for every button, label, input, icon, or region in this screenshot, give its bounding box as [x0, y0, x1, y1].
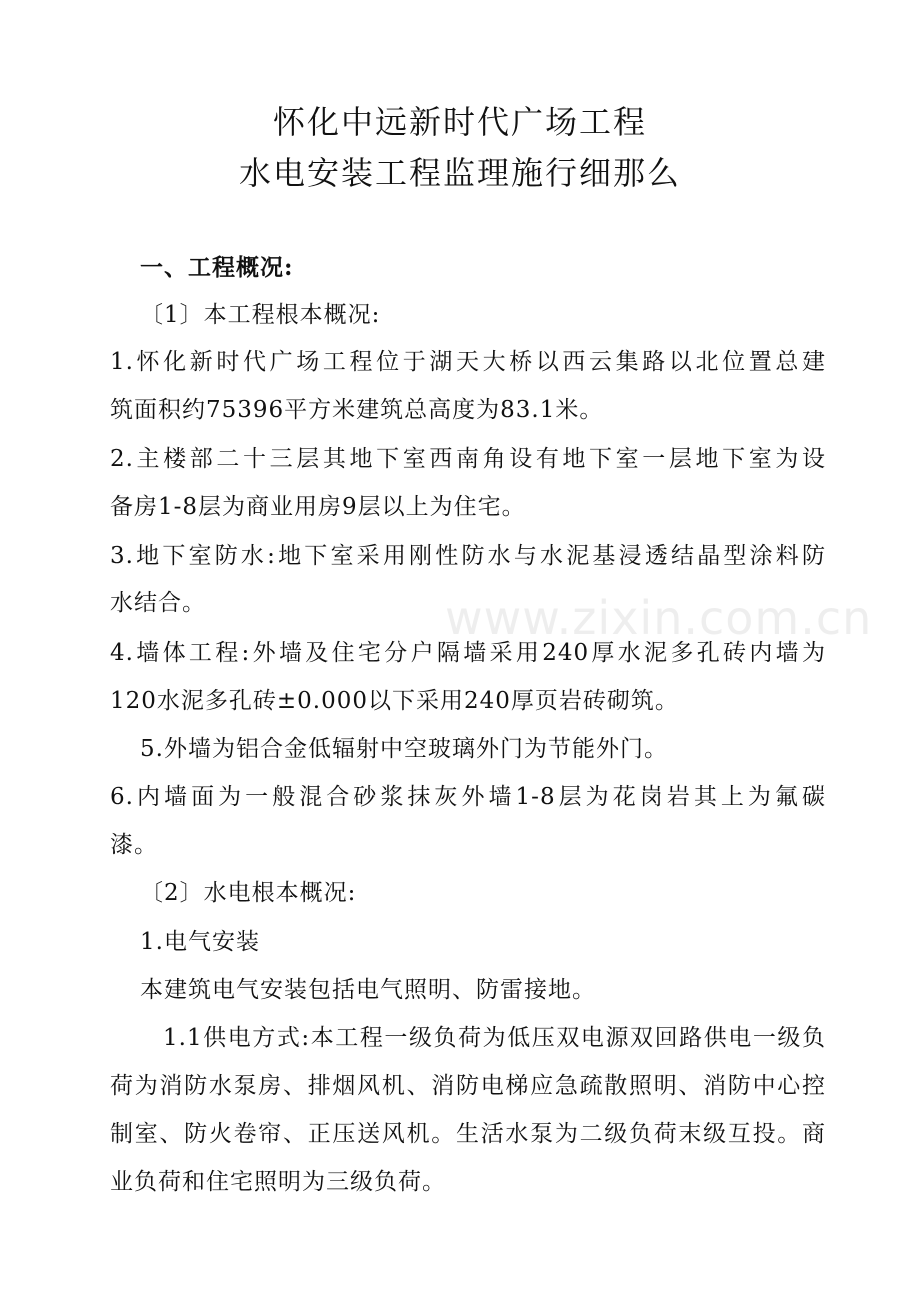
paragraph-line: 筑面积约75396平方米建筑总高度为83.1米。 — [110, 397, 604, 423]
paragraph-line: 制室、防火卷帘、正压送风机。生活水泵为二级负荷末级互投。商 — [110, 1121, 826, 1147]
subsection-heading: 〔2〕水电根本概况: — [140, 880, 357, 906]
paragraph-line: 荷为消防水泵房、排烟风机、消防电梯应急疏散照明、消防中心控 — [110, 1073, 826, 1099]
paragraph-line: 1.怀化新时代广场工程位于湖天大桥以西云集路以北位置总建 — [110, 349, 826, 375]
subsection-heading: 〔1〕本工程根本概况: — [140, 302, 381, 328]
paragraph-line: 本建筑电气安装包括电气照明、防雷接地。 — [140, 977, 596, 1003]
paragraph-line: 漆。 — [110, 832, 158, 858]
paragraph-line: 水结合。 — [110, 590, 206, 616]
paragraph-line: 备房1-8层为商业用房9层以上为住宅。 — [110, 494, 526, 520]
paragraph-line: 6.内墙面为一般混合砂浆抹灰外墙1-8层为花岗岩其上为氟碳 — [110, 784, 826, 810]
paragraph-line: 2.主楼部二十三层其地下室西南角设有地下室一层地下室为设 — [110, 446, 826, 472]
section-heading: 一、工程概况: — [140, 254, 294, 281]
document-title-line1: 怀化中远新时代广场工程 — [272, 103, 647, 141]
paragraph-line: 3.地下室防水:地下室采用刚性防水与水泥基浸透结晶型涂料防 — [110, 543, 826, 569]
paragraph-line: 4.墙体工程:外墙及住宅分户隔墙采用240厚水泥多孔砖内墙为 — [110, 640, 826, 666]
watermark: www.zixin.com.cn — [445, 591, 873, 645]
paragraph-line: 120水泥多孔砖±0.000以下采用240厚页岩砖砌筑。 — [110, 688, 679, 714]
document-title-line2: 水电安装工程监理施行细那么 — [238, 154, 681, 192]
paragraph-line: 5.外墙为铝合金低辐射中空玻璃外门为节能外门。 — [140, 736, 668, 762]
paragraph-line: 业负荷和住宅照明为三级负荷。 — [110, 1169, 446, 1195]
paragraph-line: 1.1供电方式:本工程一级负荷为低压双电源双回路供电一级负 — [163, 1025, 826, 1051]
paragraph-line: 1.电气安装 — [140, 929, 260, 955]
